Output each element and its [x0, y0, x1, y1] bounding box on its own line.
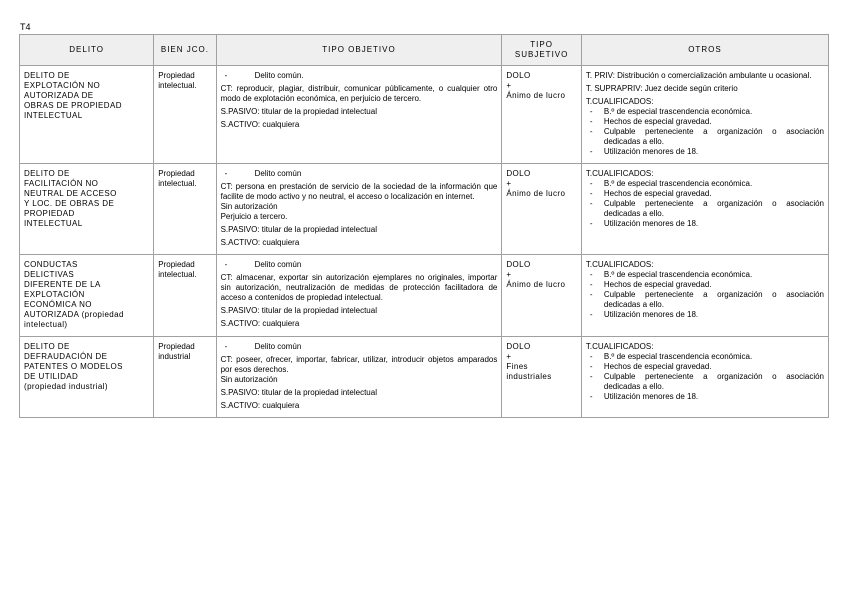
cell-delito — [20, 337, 154, 418]
cell-otros — [581, 255, 828, 337]
subjetivo-line: + — [506, 179, 512, 188]
cualificado-item: - Culpable perteneciente a organización o asociación dedicadas a ello. — [586, 290, 824, 310]
bien-line: Propiedad — [158, 71, 195, 80]
delito-tipo-bullet: - Delito común — [221, 260, 498, 270]
header-tipo-objetivo: TIPO OBJETIVO — [216, 35, 502, 66]
delito-line: DIFERENTE DE LA — [24, 280, 101, 289]
cualificados-label: T.CUALIFICADOS: — [585, 97, 654, 106]
cell-tipo-subjetivo — [502, 164, 582, 255]
cualificado-item: - Culpable perteneciente a organización o asociación dedicadas a ello. — [586, 127, 824, 147]
delito-line: EXPLOTACIÓN NO — [24, 81, 101, 90]
cell-delito — [20, 66, 154, 164]
cell-tipo-subjetivo — [502, 255, 582, 337]
delito-tipo-bullet: - Delito común — [221, 342, 498, 352]
delito-tipo-bullet: - Delito común — [221, 169, 498, 179]
cualificado-item: - Utilización menores de 18. — [586, 147, 824, 157]
crimes-table — [19, 34, 829, 418]
cualificado-item: - Culpable perteneciente a organización o asociación dedicadas a ello. — [586, 372, 824, 392]
sujeto-pasivo: S.PASIVO: titular de la propiedad intelectual — [220, 107, 377, 116]
subjetivo-line: + — [506, 270, 512, 279]
delito-line: DELITO DE — [24, 342, 70, 351]
bien-line: industrial — [158, 352, 191, 361]
delito-line: INTELECTUAL — [24, 219, 83, 228]
cell-otros — [581, 337, 828, 418]
cualificado-item: - Hechos de especial gravedad. — [586, 189, 824, 199]
cualificado-item: - Hechos de especial gravedad. — [586, 117, 824, 127]
table-row — [20, 337, 829, 418]
cualificado-item: - Utilización menores de 18. — [586, 310, 824, 320]
bien-line: intelectual. — [158, 81, 197, 90]
cualificados-label: T.CUALIFICADOS: — [585, 260, 654, 269]
delito-line: DE UTILIDAD — [24, 372, 79, 381]
subjetivo-line: Ánimo de lucro — [506, 91, 566, 100]
bien-line: Propiedad — [158, 260, 195, 269]
delito-line: AUTORIZADA DE — [24, 91, 94, 100]
cualificado-item: - B.º de especial trascendencia económica. — [586, 352, 824, 362]
header-tipo-subjetivo — [502, 35, 582, 66]
subjetivo-line: DOLO — [506, 260, 531, 269]
ct-text: CT: poseer, ofrecer, importar, fabricar, utilizar, introducir objetos amparados por esos derechos. — [220, 355, 498, 374]
ct-text: CT: reproducir, plagiar, distribuir, comunicar públicamente, o cualquier otro modo de explotación económica, en perjuicio de tercero. — [220, 84, 498, 103]
cualificado-item: - Hechos de especial gravedad. — [586, 362, 824, 372]
cualificados-list — [586, 270, 824, 320]
cell-bien-juridico — [154, 66, 216, 164]
cell-tipo-objetivo — [216, 164, 502, 255]
delito-line: OBRAS DE PROPIEDAD — [24, 101, 122, 110]
cualificado-item: - Utilización menores de 18. — [586, 392, 824, 402]
cell-tipo-subjetivo — [502, 337, 582, 418]
cell-bien-juridico — [154, 337, 216, 418]
delito-line: CONDUCTAS — [24, 260, 78, 269]
delito-line: INTELECTUAL — [24, 111, 83, 120]
table-row — [20, 255, 829, 337]
delito-line: DELITO DE — [24, 71, 70, 80]
sujeto-activo: S.ACTIVO: cualquiera — [220, 401, 300, 410]
subjetivo-line: Fines — [506, 362, 528, 371]
table-row — [20, 66, 829, 164]
delito-line: DELICTIVAS — [24, 270, 75, 279]
objetivo-extra-line: Sin autorización — [220, 375, 278, 384]
cell-otros — [581, 66, 828, 164]
header-tipo-subjetivo-text — [505, 40, 578, 60]
subjetivo-line: DOLO — [506, 342, 531, 351]
header-delito: DELITO — [20, 35, 154, 66]
sujeto-pasivo: S.PASIVO: titular de la propiedad intelectual — [220, 225, 377, 234]
subjetivo-line: + — [506, 352, 512, 361]
cualificado-item: - Culpable perteneciente a organización o asociación dedicadas a ello. — [586, 199, 824, 219]
sujeto-activo: S.ACTIVO: cualquiera — [220, 120, 300, 129]
bien-line: Propiedad — [158, 342, 195, 351]
cualificados-label: T.CUALIFICADOS: — [585, 169, 654, 178]
sujeto-pasivo: S.PASIVO: titular de la propiedad intelectual — [220, 388, 377, 397]
sujeto-activo: S.ACTIVO: cualquiera — [220, 319, 300, 328]
sujeto-activo: S.ACTIVO: cualquiera — [220, 238, 300, 247]
subjetivo-line: Ánimo de lucro — [506, 280, 566, 289]
bien-line: intelectual. — [158, 179, 197, 188]
subjetivo-line: DOLO — [506, 169, 531, 178]
header-otros: OTROS — [581, 35, 828, 66]
delito-line: DELITO DE — [24, 169, 70, 178]
cualificado-item: - B.º de especial trascendencia económica. — [586, 179, 824, 189]
cell-tipo-objetivo — [216, 337, 502, 418]
cell-tipo-objetivo — [216, 255, 502, 337]
cell-bien-juridico — [154, 164, 216, 255]
cell-delito — [20, 255, 154, 337]
tipo-privilegiado: T. PRIV: Distribución o comercialización ambulante u ocasional. — [585, 71, 812, 80]
table-row — [20, 164, 829, 255]
delito-line: ECONÓMICA NO — [24, 300, 92, 309]
delito-line: (propiedad industrial) — [24, 382, 108, 391]
sujeto-pasivo: S.PASIVO: titular de la propiedad intelectual — [220, 306, 377, 315]
cualificados-list — [586, 107, 824, 157]
delito-line: Y LOC. DE OBRAS DE — [24, 199, 115, 208]
header-bien-juridico: BIEN JCO. — [154, 35, 216, 66]
delito-line: NEUTRAL DE ACCESO — [24, 189, 117, 198]
cell-delito — [20, 164, 154, 255]
header-tipo-subjetivo-line: SUBJETIVO — [514, 50, 569, 59]
cualificados-list — [586, 179, 824, 229]
cualificados-list — [586, 352, 824, 402]
cell-tipo-objetivo — [216, 66, 502, 164]
cualificado-item: - B.º de especial trascendencia económica. — [586, 107, 824, 117]
delito-tipo-bullet: - Delito común. — [221, 71, 498, 81]
bien-line: Propiedad — [158, 169, 195, 178]
delito-line: PATENTES O MODELOS — [24, 362, 123, 371]
delito-line: EXPLOTACIÓN — [24, 290, 85, 299]
ct-text: CT: almacenar, exportar sin autorización ejemplares no originales, importar sin autorización, neutralización de medidas de protección facilitadora de acceso a contenidos de propiedad intelectual. — [220, 273, 498, 302]
delito-line: PROPIEDAD — [24, 209, 75, 218]
tipo-supraprivilegiado: T. SUPRAPRIV: Juez decide según criterio — [585, 84, 738, 93]
cell-otros — [581, 164, 828, 255]
subjetivo-line: + — [506, 81, 512, 90]
cell-tipo-subjetivo — [502, 66, 582, 164]
cualificados-label: T.CUALIFICADOS: — [585, 342, 654, 351]
cualificado-item: - B.º de especial trascendencia económica. — [586, 270, 824, 280]
objetivo-extra-line: Perjuicio a tercero. — [220, 212, 288, 221]
cualificado-item: - Utilización menores de 18. — [586, 219, 824, 229]
subjetivo-line: Ánimo de lucro — [506, 189, 566, 198]
cualificado-item: - Hechos de especial gravedad. — [586, 280, 824, 290]
delito-line: DEFRAUDACIÓN DE — [24, 352, 108, 361]
bien-line: intelectual. — [158, 270, 197, 279]
objetivo-extra-line: Sin autorización — [220, 202, 278, 211]
ct-text: CT: persona en prestación de servicio de la sociedad de la información que facilite de modo activo y no neutral, el acceso o localización en internet. — [220, 182, 498, 201]
subjetivo-line: industriales — [506, 372, 552, 381]
table-header-row — [20, 35, 829, 66]
page-label: T4 — [20, 22, 31, 32]
header-tipo-subjetivo-line: TIPO — [530, 40, 553, 49]
cell-bien-juridico — [154, 255, 216, 337]
subjetivo-line: DOLO — [506, 71, 531, 80]
delito-line: intelectual) — [24, 320, 68, 329]
delito-line: AUTORIZADA (propiedad — [24, 310, 124, 319]
delito-line: FACILITACIÓN NO — [24, 179, 99, 188]
